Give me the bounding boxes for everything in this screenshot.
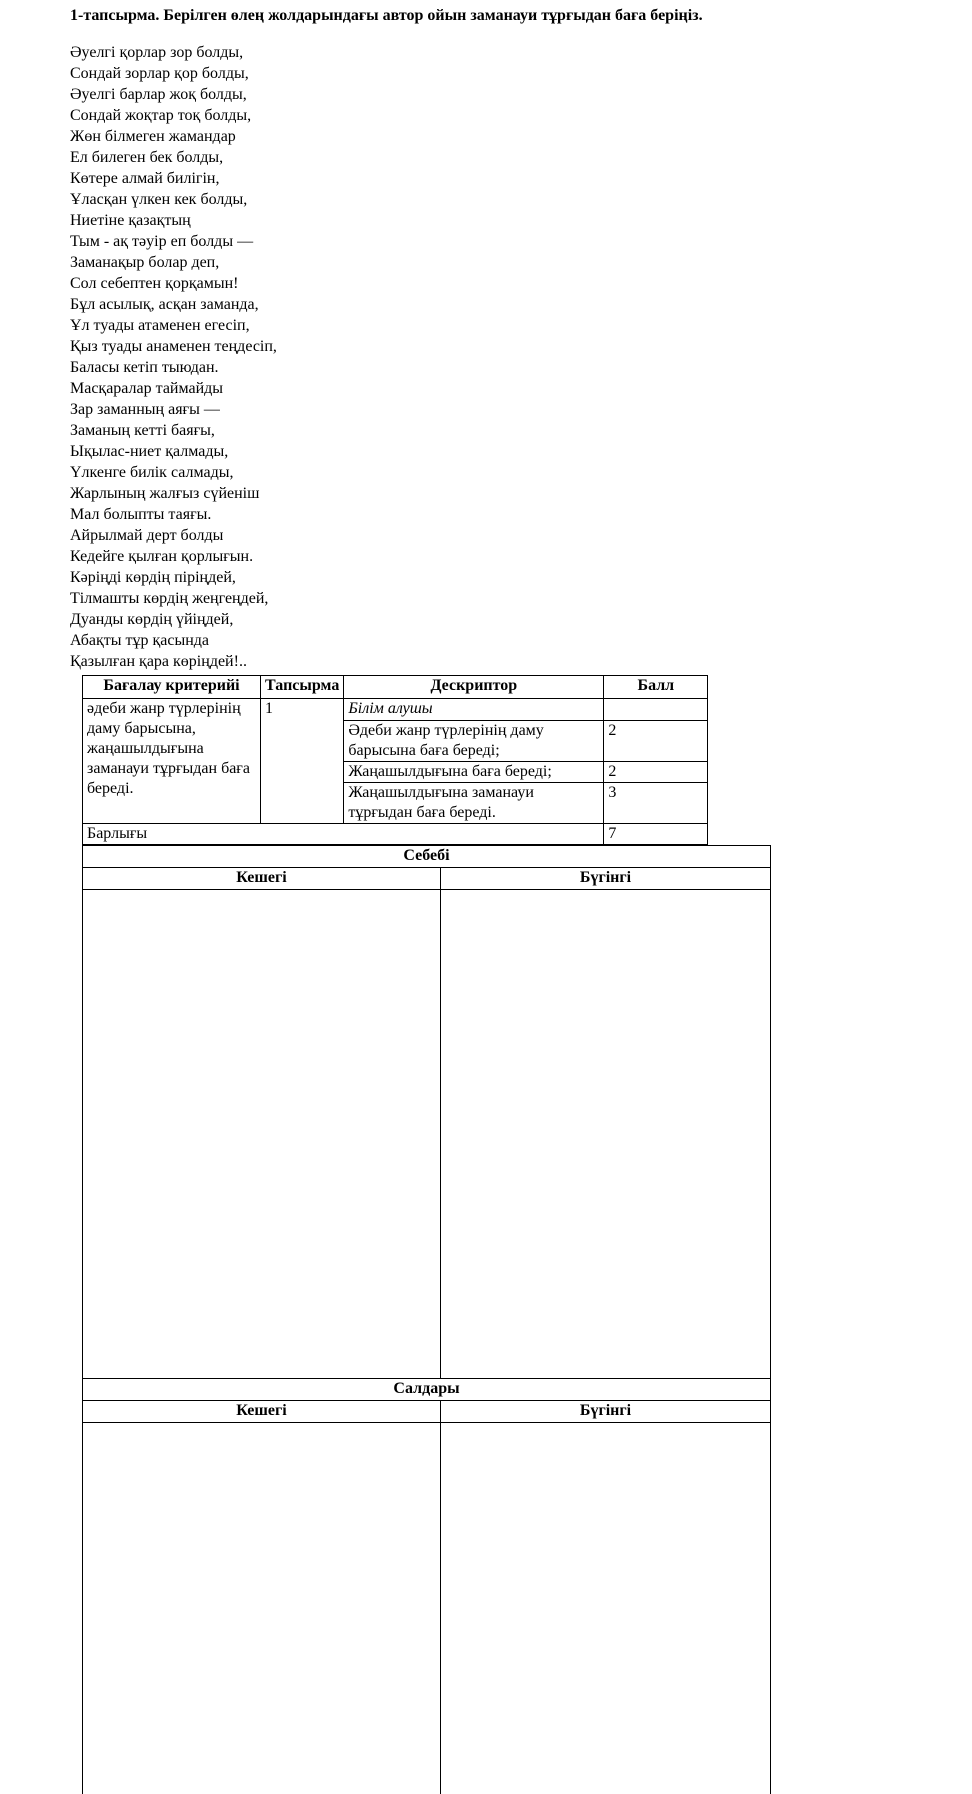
poem-line: Ұласқан үлкен кек болды, — [70, 191, 248, 208]
poem — [70, 42, 972, 672]
poem-line: Ниетіне қазақтың — [70, 212, 191, 229]
poem-line: Тілмашты көрдің жеңгеңдей, — [70, 590, 269, 607]
poem-line: Тым - ақ тәуір еп болды — — [70, 233, 254, 250]
cause-title: Себебі — [83, 846, 771, 868]
poem-line: Баласы кетіп тыюдан. — [70, 359, 219, 376]
poem-line: Дуанды көрдің үйіңдей, — [70, 611, 234, 628]
poem-line: Заманақыр болар деп, — [70, 254, 220, 271]
descriptor-text-1: Әдеби жанр түрлерінің даму барысына баға береді; — [344, 721, 604, 762]
score-cell-3: 3 — [604, 783, 708, 824]
descriptor-text-2: Жаңашылдығына баға береді; — [344, 762, 604, 783]
cause-yesterday-cell[interactable] — [83, 890, 441, 1379]
effect-yesterday-cell[interactable] — [83, 1423, 441, 1794]
poem-line: Заманың кетті баяғы, — [70, 422, 215, 439]
poem-line: Айрылмай дерт болды — [70, 527, 224, 544]
task-title: 1-тапсырма. Берілген өлең жолдарындағы автор ойын заманауи тұрғыдан баға беріңіз. — [70, 7, 703, 24]
poem-line: Көтере алмай билігін, — [70, 170, 220, 187]
header-criteria: Бағалау критерийі — [83, 676, 261, 699]
cause-col-yesterday: Кешегі — [83, 868, 441, 890]
header-score: Балл — [604, 676, 708, 699]
poem-line: Ықылас-ниет қалмады, — [70, 443, 229, 460]
descriptor-intro-row — [83, 699, 708, 721]
effect-answer-row — [83, 1423, 771, 1794]
poem-line: Кәріңді көрдің піріңдей, — [70, 569, 236, 586]
poem-line: Әуелгі барлар жоқ болды, — [70, 86, 247, 103]
score-cell-empty — [604, 699, 708, 721]
criteria-cell: әдеби жанр түрлерінің даму барысына, жаңашылдығына заманауи тұрғыдан баға береді. — [83, 699, 261, 824]
header-task: Тапсырма — [261, 676, 344, 699]
descriptor-intro: Білім алушы — [344, 699, 604, 721]
poem-line: Үлкенге билік салмады, — [70, 464, 234, 481]
effect-title: Салдары — [83, 1379, 771, 1401]
effect-col-today: Бүгінгі — [441, 1401, 771, 1423]
poem-line: Масқаралар таймайды — [70, 380, 224, 397]
criteria-table — [82, 675, 708, 845]
poem-line: Жарлының жалғыз сүйеніш — [70, 485, 260, 502]
effect-today-cell[interactable] — [441, 1423, 771, 1794]
poem-line: Кедейге қылған қорлығын. — [70, 548, 254, 565]
poem-line: Бұл асылық, асқан заманда, — [70, 296, 259, 313]
poem-line: Мал болыпты таяғы. — [70, 506, 212, 523]
criteria-header-row — [83, 676, 708, 699]
poem-line: Қыз туады анаменен теңдесіп, — [70, 338, 277, 355]
poem-line: Абақты тұр қасында — [70, 632, 210, 649]
poem-line: Қазылған қара көріңдей!.. — [70, 653, 247, 670]
header-descriptor: Дескриптор — [344, 676, 604, 699]
poem-line: Сол себептен қорқамын! — [70, 275, 239, 292]
total-score: 7 — [604, 824, 708, 845]
poem-line: Ел билеген бек болды, — [70, 149, 224, 166]
effect-title-row — [83, 1379, 771, 1401]
cause-effect-table — [82, 845, 771, 1794]
poem-line: Сондай зорлар қор болды, — [70, 65, 249, 82]
cause-columns-row — [83, 868, 771, 890]
poem-line: Сондай жоқтар тоқ болды, — [70, 107, 252, 124]
cause-answer-row — [83, 890, 771, 1379]
poem-line: Зар заманның аяғы — — [70, 401, 220, 418]
score-cell-2: 2 — [604, 762, 708, 783]
task-number-cell: 1 — [261, 699, 344, 824]
poem-line: Әуелгі қорлар зор болды, — [70, 44, 244, 61]
cause-title-row — [83, 846, 771, 868]
total-label: Барлығы — [83, 824, 604, 845]
cause-col-today: Бүгінгі — [441, 868, 771, 890]
cause-today-cell[interactable] — [441, 890, 771, 1379]
poem-line: Жөн білмеген жамандар — [70, 128, 236, 145]
poem-line: Ұл туады атаменен егесіп, — [70, 317, 250, 334]
total-row — [83, 824, 708, 845]
descriptor-text-3: Жаңашылдығына заманауи тұрғыдан баға береді. — [344, 783, 604, 824]
effect-col-yesterday: Кешегі — [83, 1401, 441, 1423]
score-cell-1: 2 — [604, 721, 708, 762]
effect-columns-row — [83, 1401, 771, 1423]
